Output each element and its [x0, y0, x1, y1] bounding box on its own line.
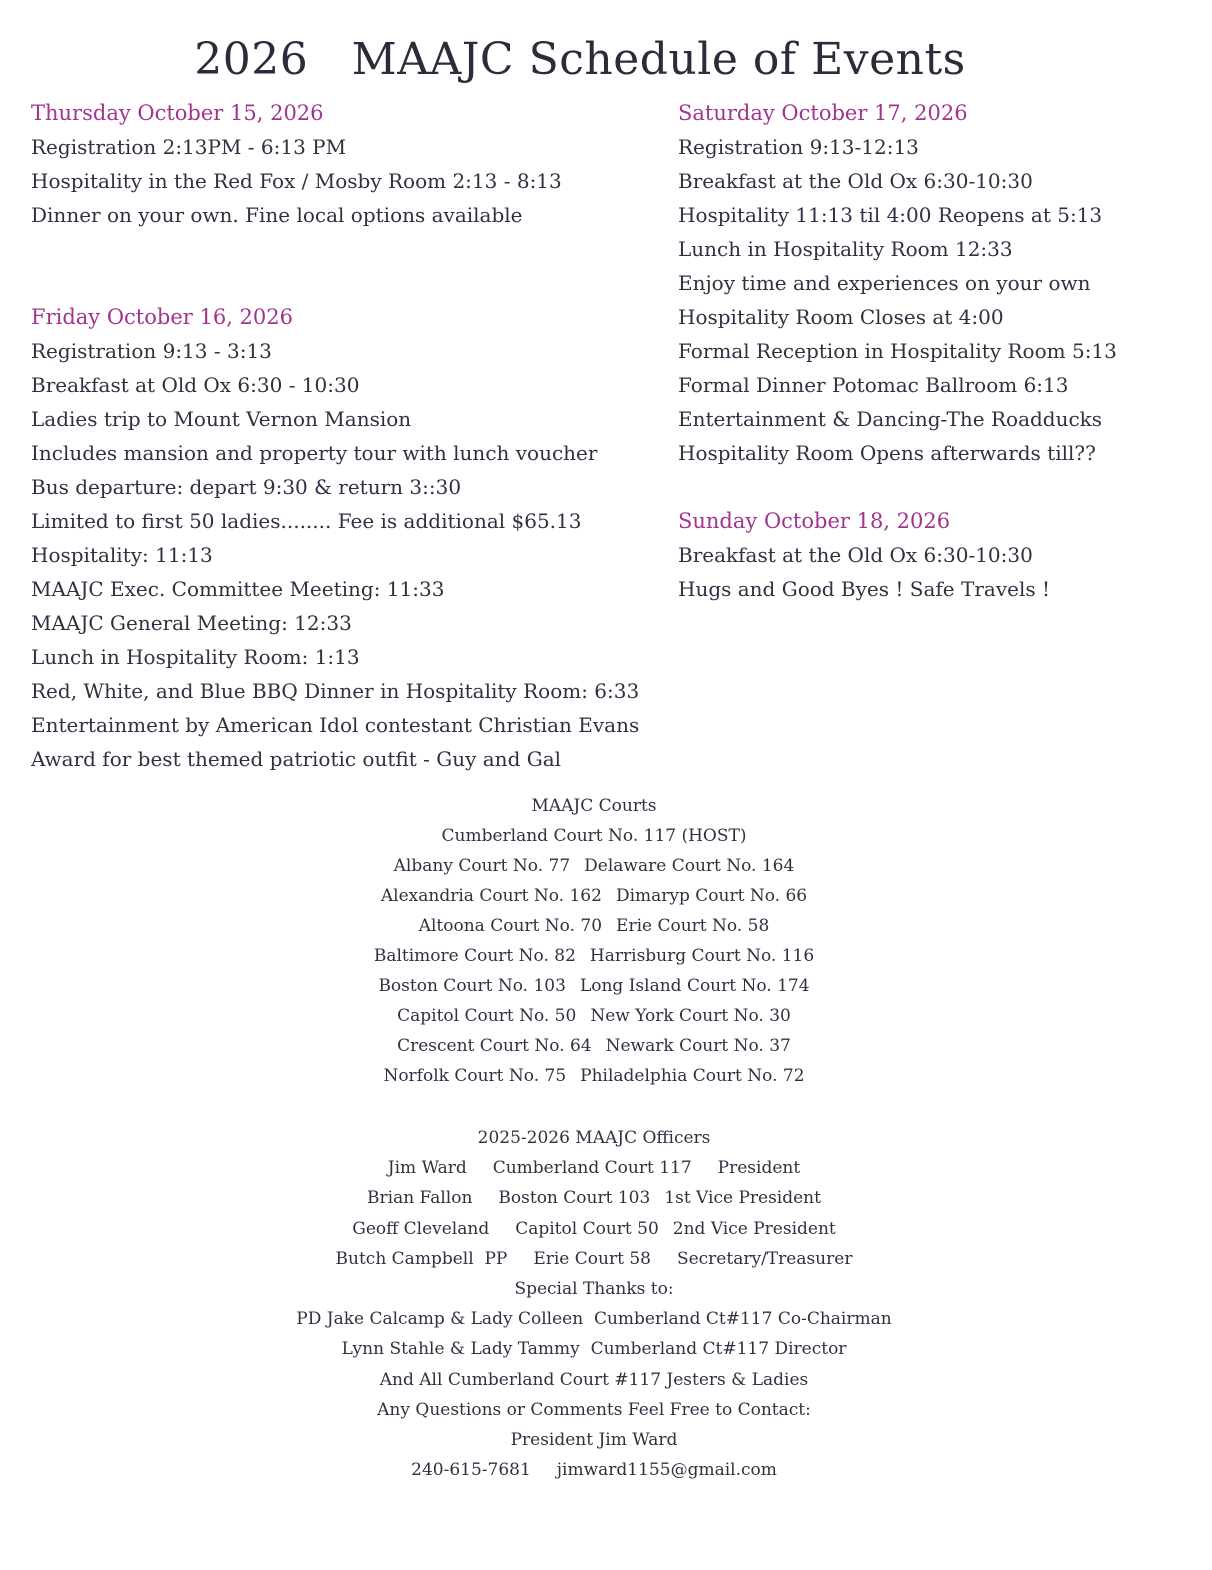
thanks-line: And All Cumberland Court #117 Jesters & Ladies	[379, 1369, 809, 1390]
court-name: Long Island Court No. 174	[579, 976, 810, 996]
officer-row	[0, 1244, 1188, 1274]
event-line: Formal Dinner Potomac Ballroom 6:13	[678, 373, 1069, 397]
officer-court: Cumberland Court 117	[492, 1158, 692, 1179]
officers-section	[0, 1123, 1188, 1485]
sunday-section	[678, 504, 1198, 606]
court-pair	[0, 1031, 1188, 1061]
officer-name: Butch Campbell PP	[335, 1248, 508, 1269]
court-name: Boston Court No. 103	[378, 976, 566, 996]
officer-name: Geoff Cleveland	[352, 1218, 490, 1239]
thanks-heading: Special Thanks to:	[514, 1278, 674, 1299]
courts-heading: MAAJC Courts	[531, 796, 657, 816]
court-name: Dimaryp Court No. 66	[615, 886, 808, 906]
officer-title: Secretary/Treasurer	[676, 1248, 853, 1269]
contact-person: President Jim Ward	[510, 1429, 678, 1450]
friday-heading: Friday October 16, 2026	[31, 305, 293, 329]
officer-court: Erie Court 58	[533, 1248, 651, 1269]
event-line: MAAJC Exec. Committee Meeting: 11:33	[31, 577, 445, 601]
court-name: Erie Court No. 58	[616, 916, 770, 936]
contact-email: jimward1155@gmail.com	[556, 1460, 777, 1481]
friday-section	[31, 300, 671, 776]
event-line: Hospitality Room Opens afterwards till??	[678, 441, 1096, 465]
officer-row	[0, 1214, 1188, 1244]
court-pair	[0, 911, 1188, 941]
officer-row	[0, 1153, 1188, 1183]
officer-title: President	[717, 1158, 801, 1179]
court-name: Baltimore Court No. 82	[373, 946, 576, 966]
officer-court: Boston Court 103	[498, 1188, 651, 1209]
event-line: Includes mansion and property tour with lunch voucher	[31, 441, 598, 465]
event-line: Hospitality in the Red Fox / Mosby Room 2:13 - 8:13	[31, 169, 562, 193]
officers-heading: 2025-2026 MAAJC Officers	[477, 1128, 711, 1148]
event-line: Award for best themed patriotic outfit - Guy and Gal	[31, 747, 562, 771]
court-pair	[0, 1001, 1188, 1031]
event-line: MAAJC General Meeting: 12:33	[31, 611, 352, 635]
officer-name: Brian Fallon	[367, 1188, 473, 1209]
event-line: Enjoy time and experiences on your own	[678, 271, 1091, 295]
event-line: Bus departure: depart 9:30 & return 3::30	[31, 475, 462, 499]
event-line: Hospitality Room Closes at 4:00	[678, 305, 1004, 329]
officer-title: 1st Vice President	[664, 1188, 821, 1209]
event-line: Entertainment by American Idol contestant Christian Evans	[31, 713, 640, 737]
court-pair	[0, 971, 1188, 1001]
officer-name: Jim Ward	[387, 1158, 467, 1179]
court-name: Albany Court No. 77	[393, 856, 571, 876]
contact-details	[0, 1455, 1188, 1485]
event-line: Dinner on your own. Fine local options available	[31, 203, 523, 227]
sunday-heading: Sunday October 18, 2026	[678, 509, 951, 533]
courts-section	[0, 791, 1188, 1091]
officer-title: 2nd Vice President	[672, 1218, 836, 1239]
court-name: New York Court No. 30	[590, 1006, 791, 1026]
event-line: Hospitality: 11:13	[31, 543, 213, 567]
event-line: Ladies trip to Mount Vernon Mansion	[31, 407, 412, 431]
event-line: Hospitality 11:13 til 4:00 Reopens at 5:13	[678, 203, 1103, 227]
thursday-heading: Thursday October 15, 2026	[31, 101, 324, 125]
court-name: Capitol Court No. 50	[397, 1006, 577, 1026]
court-name: Harrisburg Court No. 116	[589, 946, 815, 966]
event-line: Formal Reception in Hospitality Room 5:13	[678, 339, 1117, 363]
court-name: Altoona Court No. 70	[418, 916, 603, 936]
court-pair	[0, 1061, 1188, 1091]
event-line: Red, White, and Blue BBQ Dinner in Hospitality Room: 6:33	[31, 679, 640, 703]
court-name: Delaware Court No. 164	[584, 856, 795, 876]
thursday-section	[31, 96, 671, 232]
event-line: Breakfast at the Old Ox 6:30-10:30	[678, 169, 1033, 193]
event-line: Hugs and Good Byes ! Safe Travels !	[678, 577, 1051, 601]
event-line: Lunch in Hospitality Room 12:33	[678, 237, 1013, 261]
page-title: 2026 MAAJC Schedule of Events	[194, 34, 966, 85]
court-name: Crescent Court No. 64	[397, 1036, 592, 1056]
event-line: Breakfast at Old Ox 6:30 - 10:30	[31, 373, 360, 397]
thanks-line: Lynn Stahle & Lady Tammy Cumberland Ct#117 Director	[341, 1339, 847, 1360]
thanks-line: PD Jake Calcamp & Lady Colleen Cumberland Ct#117 Co-Chairman	[296, 1309, 892, 1330]
saturday-section	[678, 96, 1198, 470]
court-pair	[0, 881, 1188, 911]
court-name: Alexandria Court No. 162	[380, 886, 602, 906]
left-column	[31, 96, 671, 776]
court-name: Newark Court No. 37	[605, 1036, 791, 1056]
officer-court: Capitol Court 50	[515, 1218, 659, 1239]
event-line: Entertainment & Dancing-The Roadducks	[678, 407, 1103, 431]
event-line: Lunch in Hospitality Room: 1:13	[31, 645, 360, 669]
event-line: Registration 9:13 - 3:13	[31, 339, 272, 363]
event-line: Breakfast at the Old Ox 6:30-10:30	[678, 543, 1033, 567]
right-column	[678, 96, 1198, 606]
event-line: Registration 2:13PM - 6:13 PM	[31, 135, 347, 159]
court-name: Norfolk Court No. 75	[383, 1066, 567, 1086]
host-court: Cumberland Court No. 117 (HOST)	[441, 826, 747, 846]
saturday-heading: Saturday October 17, 2026	[678, 101, 968, 125]
contact-heading: Any Questions or Comments Feel Free to Contact:	[377, 1399, 811, 1420]
officer-row	[0, 1183, 1188, 1213]
court-name: Philadelphia Court No. 72	[580, 1066, 805, 1086]
event-line: Registration 9:13-12:13	[678, 135, 919, 159]
contact-phone: 240-615-7681	[411, 1460, 531, 1481]
court-pair	[0, 851, 1188, 881]
court-pair	[0, 941, 1188, 971]
event-line: Limited to first 50 ladies........ Fee is additional $65.13	[31, 509, 582, 533]
